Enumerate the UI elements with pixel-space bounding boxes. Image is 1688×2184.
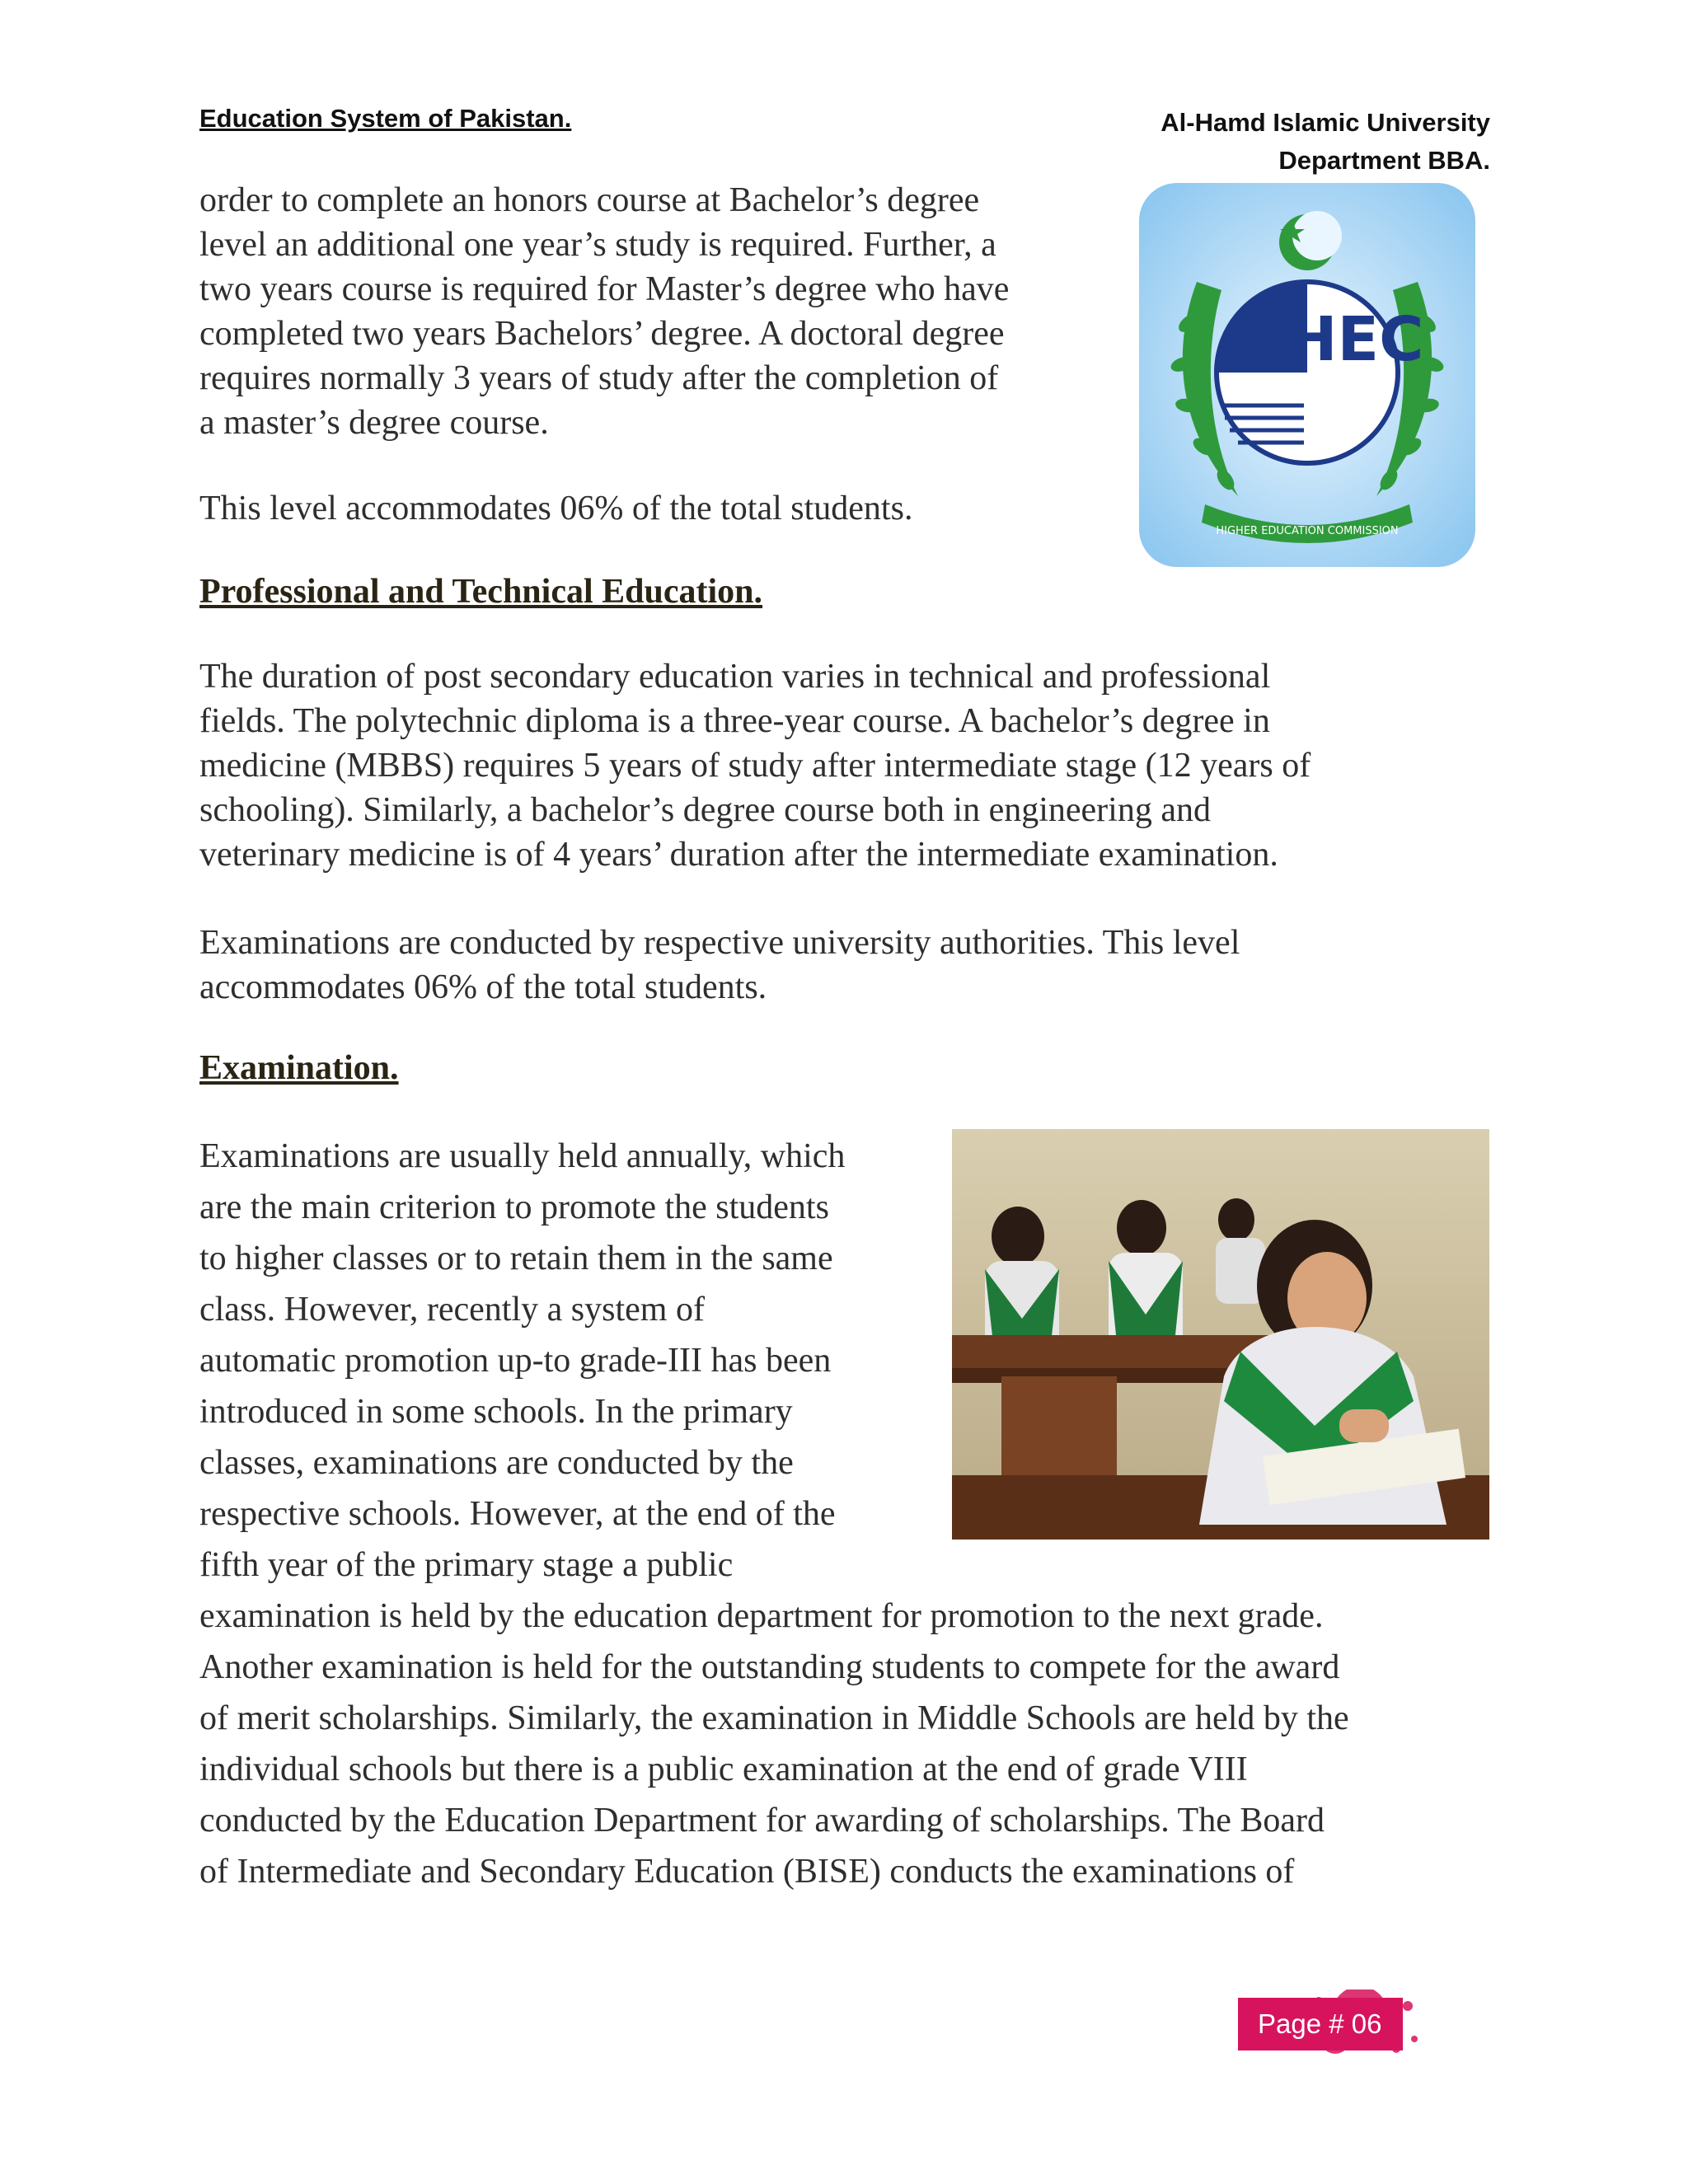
professional-heading: Professional and Technical Education. xyxy=(199,573,763,611)
text-line: level an additional one year’s study is required. Further, a xyxy=(199,226,996,264)
text-line: requires normally 3 years of study after the completion of xyxy=(199,359,999,397)
professional-paragraph-2 xyxy=(199,921,1240,1010)
text-line: The duration of post secondary education varies in technical and professional xyxy=(199,658,1271,696)
text-line: class. However, recently a system of xyxy=(199,1291,705,1329)
text-line: fifth year of the primary stage a public xyxy=(199,1546,734,1584)
text-line: conducted by the Education Department for awarding of scholarships. The Board xyxy=(199,1802,1325,1840)
text-line: respective schools. However, at the end of the xyxy=(199,1495,836,1533)
text-line: order to complete an honors course at Bachelor’s degree xyxy=(199,181,980,219)
text-line: accommodates 06% of the total students. xyxy=(199,968,767,1006)
text-line: Another examination is held for the outstanding students to compete for the award xyxy=(199,1648,1340,1686)
text-line: of Intermediate and Secondary Education (BISE) conducts the examinations of xyxy=(199,1853,1295,1891)
hec-ring-text: HIGHER EDUCATION COMMISSION xyxy=(1216,525,1399,537)
text-line: automatic promotion up-to grade-III has been xyxy=(199,1342,832,1380)
text-line: completed two years Bachelors’ degree. A doctoral degree xyxy=(199,315,1005,353)
department-name: Department BBA. xyxy=(1278,146,1490,175)
text-line: Examinations are usually held annually, which xyxy=(199,1137,846,1175)
text-line: classes, examinations are conducted by the xyxy=(199,1444,794,1482)
intro-paragraph xyxy=(199,178,1009,445)
professional-paragraph-1 xyxy=(199,654,1311,877)
text-line: individual schools but there is a public examination at the end of grade VIII xyxy=(199,1750,1248,1788)
text-line: schooling). Similarly, a bachelor’s degree course both in engineering and xyxy=(199,791,1211,829)
text-line: fields. The polytechnic diploma is a three-year course. A bachelor’s degree in xyxy=(199,702,1270,740)
text-line: medicine (MBBS) requires 5 years of study after intermediate stage (12 years of xyxy=(199,747,1311,785)
text-line: Examinations are conducted by respective university authorities. This level xyxy=(199,924,1240,962)
intro-accommodates: This level accommodates 06% of the total students. xyxy=(199,490,913,527)
text-line: veterinary medicine is of 4 years’ duration after the intermediate examination. xyxy=(199,836,1278,874)
text-line: of merit scholarships. Similarly, the examination in Middle Schools are held by the xyxy=(199,1699,1349,1737)
hec-letters: HEC xyxy=(1286,304,1424,375)
students-exam-photo-icon xyxy=(952,1129,1489,1540)
institution-header xyxy=(1160,104,1490,180)
institution-name: Al-Hamd Islamic University xyxy=(1160,108,1490,137)
text-line: are the main criterion to promote the students xyxy=(199,1188,829,1226)
text-line: a master’s degree course. xyxy=(199,404,549,442)
text-line: two years course is required for Master’s degree who have xyxy=(199,270,1010,308)
page-number: Page # 06 xyxy=(1238,1998,1403,2050)
examination-heading: Examination. xyxy=(199,1049,399,1087)
text-line: to higher classes or to retain them in the same xyxy=(199,1240,833,1277)
text-line: introduced in some schools. In the primary xyxy=(199,1393,793,1431)
text-line: examination is held by the education department for promotion to the next grade. xyxy=(199,1597,1324,1635)
page-number-badge xyxy=(1220,1990,1418,2059)
hec-logo-icon xyxy=(1139,183,1475,567)
document-title: Education System of Pakistan. xyxy=(199,104,572,133)
